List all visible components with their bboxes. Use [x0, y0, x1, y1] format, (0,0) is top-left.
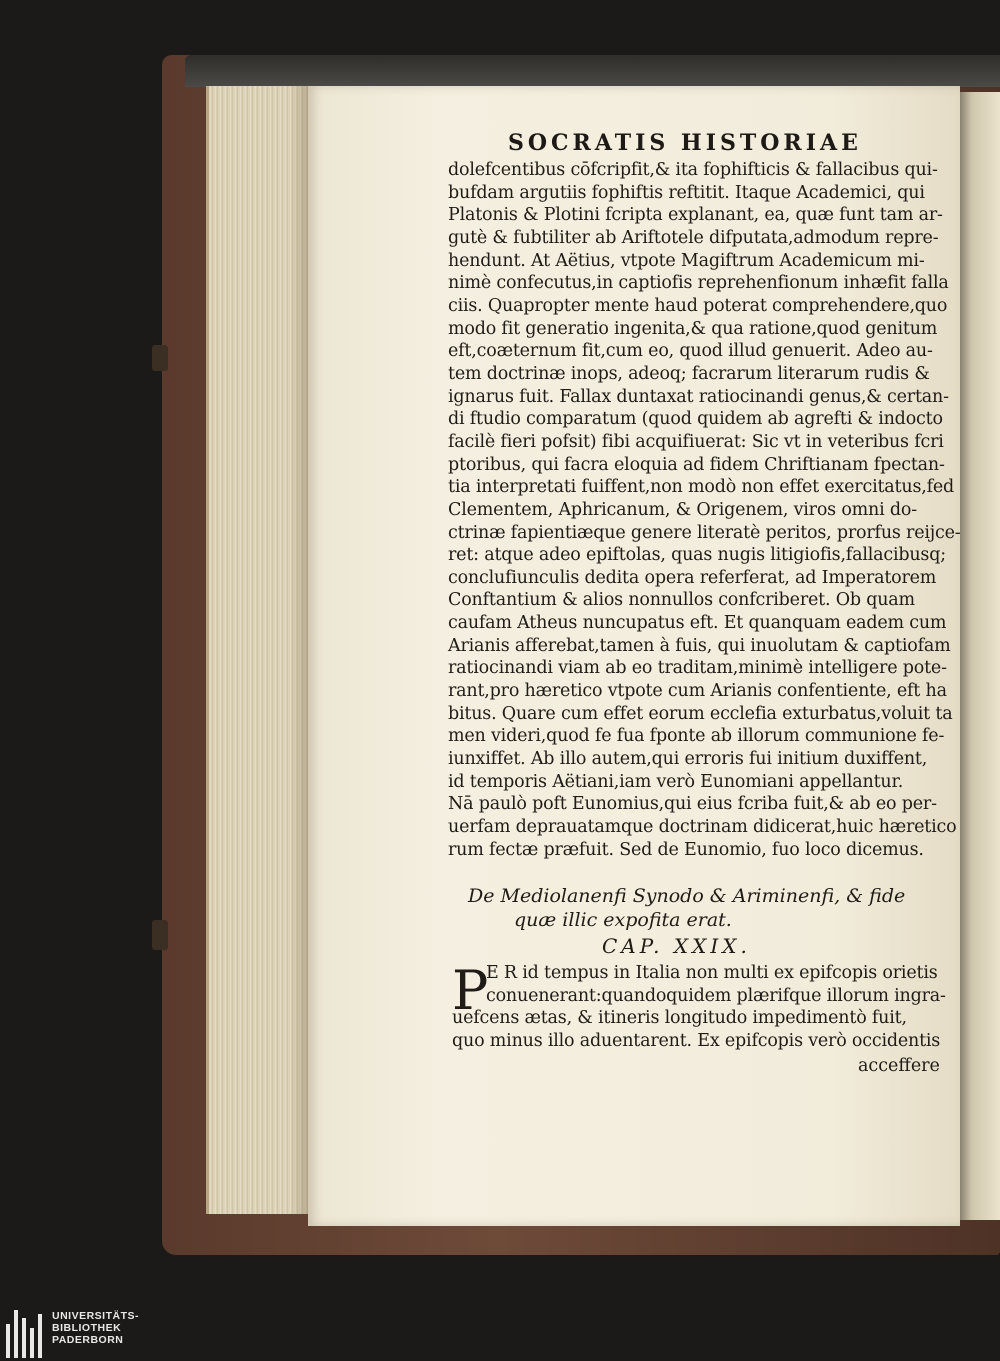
- text-line: facilè fieri pofsit) fibi acquifiuerat: Sic vt in veteribus fcri: [448, 431, 944, 452]
- text-line: Clementem, Aphricanum, & Origenem, viros omni do-: [448, 499, 917, 520]
- text-line: iunxiffet. Ab illo autem,qui erroris fui initium duxiffent,: [448, 749, 928, 770]
- drop-cap: P: [452, 959, 489, 1022]
- text-line: Arianis afferebat,tamen à fuis, qui inuolutam & captiofam: [448, 635, 951, 656]
- library-logo-line-1: UNIVERSITÄTS-: [52, 1310, 140, 1322]
- text-line: hendunt. At Aëtius, vtpote Magiftrum Academicum mi-: [448, 250, 925, 271]
- library-logo-line-3: PADERBORN: [52, 1334, 124, 1346]
- text-line: men videri,quod fe fua fponte ab illorum communione fe-: [448, 726, 945, 747]
- library-logo-line-2: BIBLIOTHEK: [52, 1322, 122, 1334]
- library-logo-bars-icon: [6, 1310, 46, 1358]
- chapter-title-line-2: quæ illic expofita erat.: [514, 909, 732, 931]
- text-line: eft,coæternum fit,cum eo, quod illud genuerit. Adeo au-: [448, 341, 933, 362]
- text-line: ptoribus, qui facra eloquia ad fidem Chriftianam fpectan-: [448, 454, 945, 475]
- running-head: SOCRATIS HISTORIAE: [508, 130, 862, 156]
- chapter-number: CAP. XXIX.: [602, 934, 751, 958]
- catchword: acceffere: [858, 1056, 940, 1076]
- text-line: uerfam deprauatamque doctrinam didicerat,huic hæretico: [448, 817, 957, 838]
- text-line: ctrinæ fapientiæque genere literatè peritos, prorfus reijce-: [448, 522, 961, 543]
- text-line: tem doctrinæ inops, adeoq; facrarum literarum rudis &: [448, 363, 930, 384]
- text-line: ignarus fuit. Fallax duntaxat ratiocinandi genus,& certan-: [448, 386, 949, 407]
- text-line: ciis. Quapropter mente haud poterat comprehendere,quo: [448, 295, 948, 316]
- chapter-text-line: E R id tempus in Italia non multi ex epifcopis orietis: [486, 963, 938, 983]
- text-line: rant,pro hæretico vtpote cum Arianis confentiente, eft ha: [448, 681, 947, 702]
- library-logo-text: [52, 1310, 139, 1346]
- library-logo: [6, 1310, 156, 1358]
- text-line: Nā paulò poft Eunomius,qui eius fcriba fuit,& ab eo per-: [448, 794, 937, 815]
- text-line: bitus. Quare cum effet eorum ecclefia exturbatus,voluit ta: [448, 703, 953, 724]
- text-line: id temporis Aëtiani,iam verò Eunomiani appellantur.: [448, 771, 904, 792]
- text-line: Conftantium & alios nonnullos confcriberet. Ob quam: [448, 590, 915, 611]
- text-line: ret: atque adeo epiftolas, quas nugis litigiofis,fallacibusq;: [448, 545, 946, 566]
- main-text-block: [448, 159, 961, 861]
- text-line: tia interpretati fuiffent,non modò non effet exercitatus,fed: [448, 477, 955, 498]
- text-line: conclufiunculis dedita opera referferat, ad Imperatorem: [448, 567, 937, 588]
- chapter-text-line: conuenerant:quandoquidem plærifque illorum ingra-: [486, 985, 946, 1006]
- text-line: modo fit generatio ingenita,& qua ratione,quod genitum: [448, 318, 938, 339]
- book-cover-top-edge: [185, 55, 1000, 87]
- text-line: nimè confecutus,in captiofis reprehenfionum inhæfit falla: [448, 273, 949, 294]
- binding-clasp-lower: [152, 920, 168, 950]
- text-line: di ftudio comparatum (quod quidem ab agrefti & indocto: [448, 409, 943, 430]
- text-line: gutè & fubtiliter ab Ariftotele difputata,admodum repre-: [448, 227, 939, 248]
- text-line: bufdam argutiis fophiftis reftitit. Itaque Academici, qui: [448, 182, 925, 203]
- facing-page-edge: [960, 92, 1000, 1220]
- binding-clasp-upper: [152, 345, 168, 371]
- text-line: ratiocinandi viam ab eo traditam,minimè intelligere pote-: [448, 658, 947, 679]
- text-line: rum fectæ præfuit. Sed de Eunomio, fuo loco dicemus.: [448, 839, 924, 860]
- chapter-text-line: quo minus illo aduentarent. Ex epifcopis verò occidentis: [452, 1030, 941, 1051]
- chapter-title: [468, 884, 948, 932]
- chapter-paragraph: [452, 962, 946, 1053]
- text-line: Platonis & Plotini fcripta explanant, ea, quæ funt tam ar-: [448, 205, 943, 226]
- book-page: [308, 86, 960, 1226]
- text-line: caufam Atheus nuncupatus eft. Et quanquam eadem cum: [448, 613, 947, 634]
- chapter-title-line-1: De Mediolanenfi Synodo & Ariminenfi, & fide: [468, 885, 906, 907]
- text-line: dolefcentibus cōfcripfit,& ita fophifticis & fallacibus qui-: [448, 160, 938, 180]
- chapter-text-line: uefcens ætas, & itineris longitudo impedimentò fuit,: [452, 1008, 907, 1029]
